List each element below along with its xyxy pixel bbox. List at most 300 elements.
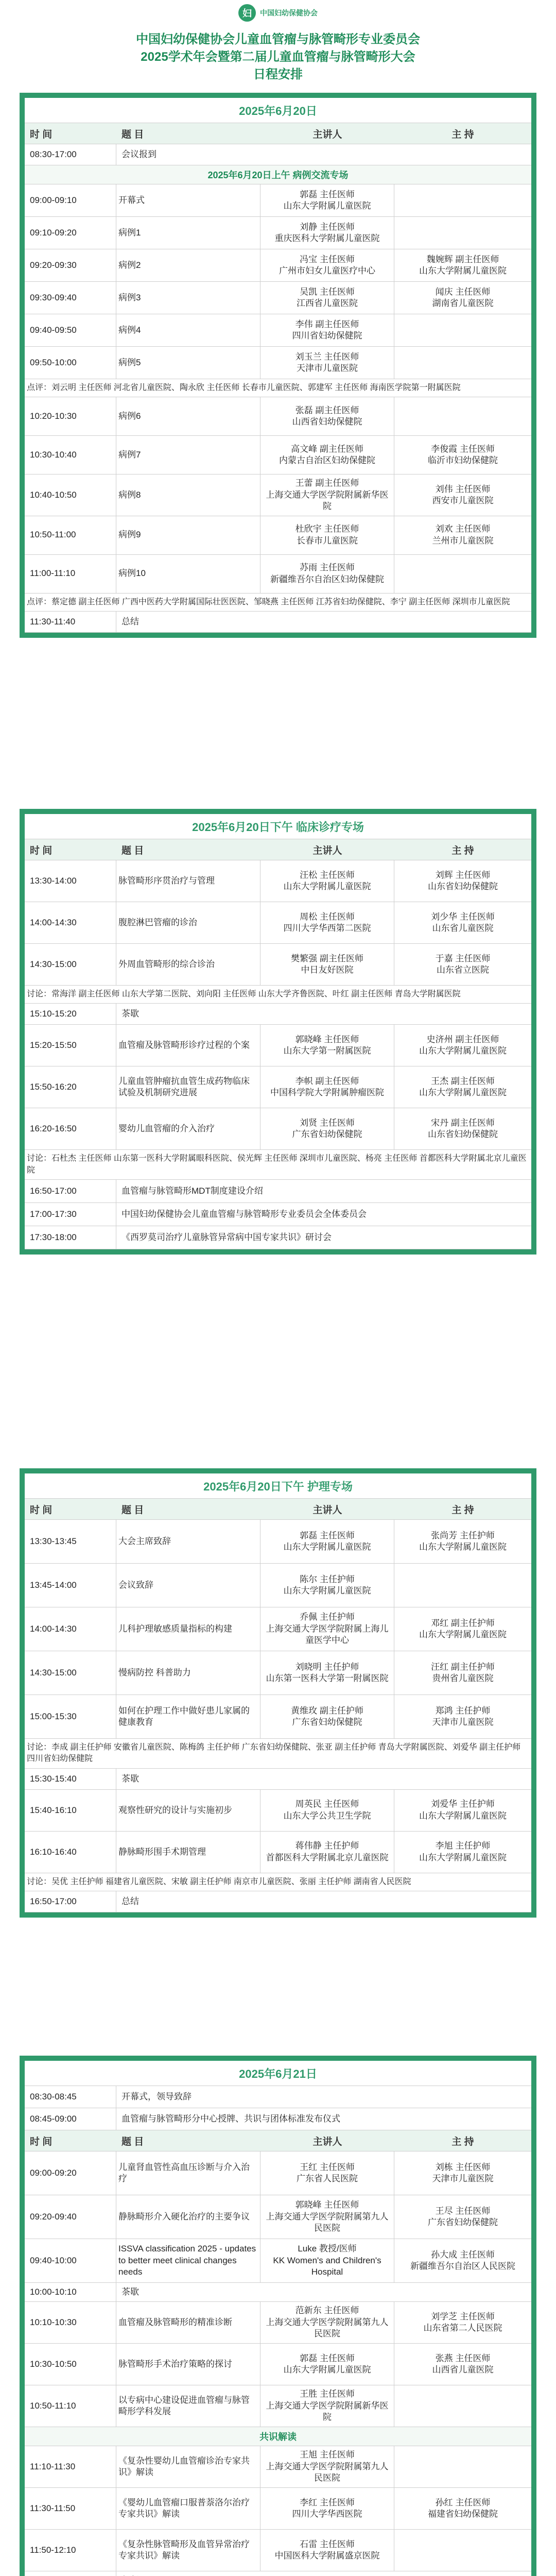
- row-title: 《复杂性婴幼儿血管瘤诊治专家共识》解读: [116, 2446, 260, 2487]
- schedule-row: [25, 436, 531, 474]
- row-time: 09:10-09:20: [25, 217, 116, 249]
- row-time: 09:40-10:00: [25, 2239, 116, 2282]
- row-host: [394, 436, 531, 474]
- row-title: 中国妇幼保健协会儿童血管瘤与脉管畸形专业委员会全体委员会: [121, 1209, 367, 1219]
- row-title: 病例6: [116, 397, 260, 435]
- row-host: [394, 282, 531, 314]
- sub-banner: 共识解读: [25, 2427, 531, 2446]
- row-time: 09:40-09:50: [25, 314, 116, 346]
- host-line: 李旭 主任护师: [435, 1841, 491, 1851]
- speaker-line: 刘贤 主任医师: [300, 1117, 355, 1128]
- discussion-text: 点评：刘云明 主任医师 河北省儿童医院、陶永欣 主任医师 长春市儿童医院、郭建军 主任医师 海南医学院第一附属医院: [27, 383, 461, 392]
- row-host: [394, 2344, 531, 2385]
- schedule-row: [25, 1520, 531, 1564]
- row-title: 血管瘤与脉管畸形MDT制度建设介绍: [121, 1185, 263, 1196]
- row-host: [394, 2385, 531, 2427]
- row-time: 10:10-10:30: [25, 2302, 116, 2343]
- schedule-row: [25, 2151, 531, 2195]
- discussion-text: 讨论：李成 副主任护师 安徽省儿童医院、陈梅鸽 主任护师 广东省妇幼保健院、张亚 副主任护师 青岛大学附属医院、刘爱华 副主任护师 四川省妇幼保健院: [27, 1743, 521, 1764]
- session-banner: 2025年6月20日下午 临床诊疗专场: [25, 814, 531, 839]
- speaker-line: 郭磊 主任医师: [300, 2353, 355, 2363]
- speaker-line: 范新东 主任医师: [295, 2306, 359, 2316]
- row-title: 儿童血管肿瘤抗血管生成药物临床试验及机制研究进展: [116, 1066, 260, 1108]
- host-line: 刘栋 主任医师: [435, 2162, 491, 2172]
- schedule-row-span: [25, 1891, 531, 1912]
- host-line: 刘少华 主任医师: [431, 911, 495, 922]
- speaker-line: 石雷 主任医师: [300, 2539, 355, 2549]
- speaker-line: 山东大学附属儿童医院: [283, 201, 371, 211]
- schedule-row: [25, 1108, 531, 1150]
- speaker-line: 上海交通大学医学院附属第九人民医院: [266, 2461, 389, 2483]
- row-speaker: [260, 184, 394, 216]
- schedule-row: [25, 2385, 531, 2427]
- row-title: 血管瘤与脉管畸形分中心授牌、共识与团体标准发布仪式: [121, 2113, 340, 2124]
- row-speaker: [260, 1564, 394, 1607]
- speaker-line: 李红 主任医师: [300, 2497, 355, 2507]
- row-title: 茶歇: [121, 1009, 139, 1019]
- row-host: [394, 2302, 531, 2343]
- row-title: 总结: [121, 1896, 139, 1906]
- row-time: 15:40-16:10: [25, 1790, 116, 1831]
- row-title: 病例5: [116, 347, 260, 379]
- row-speaker: [260, 474, 394, 515]
- row-host: [394, 1564, 531, 1607]
- col-title: 题 目: [121, 2136, 144, 2147]
- row-speaker: [260, 249, 394, 281]
- row-speaker: [260, 2151, 394, 2195]
- row-time: 16:20-16:50: [25, 1108, 116, 1149]
- row-host: [394, 555, 531, 593]
- column-header: [25, 1499, 531, 1520]
- title-line-3: 日程安排: [253, 67, 303, 81]
- col-title: 题 目: [121, 845, 144, 856]
- speaker-line: 山东大学公共卫生学院: [283, 1810, 371, 1821]
- speaker-line: 山东大学附属儿童医院: [283, 1586, 371, 1596]
- row-time: 16:50-17:00: [25, 1891, 116, 1912]
- host-line: 山东大学附属儿童医院: [419, 1088, 507, 1098]
- host-line: 山东省妇幼保健院: [428, 1129, 498, 1140]
- row-speaker: [260, 1651, 394, 1694]
- host-line: 山东省妇幼保健院: [428, 882, 498, 891]
- speaker-line: 张磊 副主任医师: [295, 405, 359, 415]
- session-banner: 2025年6月20日: [25, 98, 531, 123]
- row-time: 10:00-10:10: [25, 2283, 116, 2301]
- host-line: 宋丹 副主任医师: [431, 1117, 495, 1128]
- speaker-line: 李伟 副主任医师: [295, 319, 359, 329]
- speaker-line: 郭晓峰 主任医师: [295, 2200, 359, 2210]
- schedule-row: [25, 184, 531, 217]
- schedule-row-span: [25, 1004, 531, 1025]
- schedule-row: [25, 1651, 531, 1695]
- schedule-row-span: [25, 2571, 531, 2576]
- speaker-line: 郭晓峰 主任医师: [295, 1034, 359, 1044]
- row-host: [394, 2488, 531, 2529]
- row-title: 《复杂性脉管畸形及血管异常治疗专家共识》解读: [116, 2530, 260, 2571]
- speaker-line: 苏雨 主任医师: [300, 563, 355, 573]
- host-line: 临沂市妇幼保健院: [428, 455, 498, 466]
- speaker-line: 广东省人民医院: [297, 2174, 358, 2183]
- schedule-row-span: [25, 2086, 531, 2108]
- section-june20-morning: [20, 93, 536, 638]
- speaker-line: 四川大学华西第二医院: [283, 923, 371, 933]
- row-title: [116, 2572, 531, 2576]
- schedule-row: [25, 860, 531, 902]
- col-speaker: 主讲人: [312, 2136, 342, 2147]
- discussion-row: [25, 1150, 531, 1180]
- speaker-line: 上海交通大学医学院附属新华医院: [266, 2400, 389, 2422]
- host-line: 刘辉 主任医师: [435, 870, 491, 880]
- host-line: 天津市儿童医院: [432, 1717, 494, 1727]
- col-host: 主 持: [451, 1504, 474, 1516]
- host-line: 山东大学附属儿童医院: [419, 1852, 507, 1862]
- speaker-line: 乔佩 主任护师: [300, 1612, 355, 1622]
- row-title: 会议报到: [121, 149, 157, 159]
- speaker-line: 重庆医科大学附属儿童医院: [274, 233, 380, 243]
- row-title: 《西罗莫司治疗儿童脉管异常病中国专家共识》研讨会: [121, 1232, 332, 1242]
- speaker-line: 山东第一医科大学第一附属医院: [266, 1673, 389, 1683]
- host-line: 孙红 主任医师: [435, 2497, 491, 2507]
- row-title: 开幕式，领导致辞: [121, 2091, 192, 2102]
- speaker-line: 郭磊 主任医师: [300, 1530, 355, 1540]
- col-time: 时 间: [30, 845, 53, 856]
- host-line: 汪红 副主任护师: [431, 1662, 495, 1672]
- speaker-line: 广东省妇幼保健院: [292, 1129, 362, 1140]
- section-june21: [20, 2056, 536, 2576]
- speaker-line: 天津市儿童医院: [297, 363, 358, 373]
- discussion-text: 讨论：常海洋 副主任医师 山东大学第二医院、刘向阳 主任医师 山东大学齐鲁医院、叶红 副主任医师 青岛大学附属医院: [27, 990, 461, 998]
- schedule-row-span: [25, 1180, 531, 1203]
- row-time: 09:00-09:10: [25, 184, 116, 216]
- row-title: 总结: [121, 616, 139, 626]
- session-banner: 2025年6月21日: [25, 2061, 531, 2086]
- row-title: 病例3: [116, 282, 260, 314]
- schedule-row: [25, 397, 531, 436]
- host-line: 郑鸿 主任护师: [435, 1705, 491, 1716]
- schedule-row-span: [25, 612, 531, 633]
- schedule-row: [25, 2195, 531, 2239]
- speaker-line: 山东大学附属儿童医院: [283, 1542, 371, 1552]
- row-host: [394, 1108, 531, 1149]
- row-speaker: [260, 2488, 394, 2529]
- host-line: 新疆维吾尔自治区人民医院: [410, 2261, 515, 2271]
- host-line: 山东省立医院: [437, 965, 489, 975]
- speaker-line: 长春市儿童医院: [297, 535, 358, 546]
- row-host: [394, 1832, 531, 1873]
- row-speaker: [260, 2530, 394, 2571]
- schedule-row: [25, 314, 531, 347]
- row-title: 病例7: [116, 436, 260, 474]
- speaker-line: 周英民 主任医师: [295, 1799, 359, 1809]
- speaker-line: 王胜 主任医师: [300, 2389, 355, 2399]
- sub-banner: 2025年6月20日上午 病例交流专场: [25, 165, 531, 184]
- row-time: 11:00-11:10: [25, 555, 116, 593]
- row-host: [394, 1651, 531, 1694]
- row-speaker: [260, 2385, 394, 2427]
- row-time: 15:30-15:40: [25, 1769, 116, 1789]
- row-host: [394, 1607, 531, 1651]
- row-time: 10:50-11:10: [25, 2385, 116, 2427]
- row-time: 08:45-09:00: [25, 2108, 116, 2130]
- row-title: 《婴幼儿血管瘤口服普萘洛尔治疗专家共识》解读: [116, 2488, 260, 2529]
- discussion-row: [25, 986, 531, 1004]
- col-host: 主 持: [451, 2136, 474, 2147]
- schedule-row-span: [25, 2283, 531, 2302]
- speaker-line: 王蕾 副主任医师: [295, 478, 359, 488]
- row-time: 10:50-11:00: [25, 516, 116, 554]
- host-line: 于嘉 主任医师: [435, 953, 491, 963]
- col-time: 时 间: [30, 2136, 53, 2147]
- discussion-text: 讨论：吴优 主任护师 福建省儿童医院、宋敏 副主任护师 南京市儿童医院、张丽 主任护师 湖南省人民医院: [27, 1877, 411, 1886]
- speaker-line: 王红 主任医师: [300, 2162, 355, 2172]
- row-host: [394, 944, 531, 985]
- row-time: 14:00-14:30: [25, 902, 116, 943]
- row-title: 脉管畸形手术治疗策略的探讨: [116, 2344, 260, 2385]
- row-time: 14:30-15:00: [25, 944, 116, 985]
- row-host: [394, 1695, 531, 1738]
- row-title: 病例9: [116, 516, 260, 554]
- col-host: 主 持: [451, 129, 474, 140]
- host-line: 魏婉辉 副主任医师: [426, 254, 499, 264]
- col-title: 题 目: [121, 1504, 144, 1516]
- speaker-line: KK Women's and Children's Hospital: [273, 2255, 381, 2277]
- row-host: [394, 397, 531, 435]
- row-title: 茶歇: [121, 2286, 139, 2297]
- host-line: 山西省儿童医院: [432, 2365, 494, 2375]
- row-time: 11:30-11:40: [25, 612, 116, 632]
- col-title: 题 目: [121, 129, 144, 140]
- schedule-row-span: [25, 1769, 531, 1790]
- row-time: 11:10-11:30: [25, 2446, 116, 2487]
- col-time: 时 间: [30, 129, 53, 140]
- speaker-line: 山西省妇幼保健院: [292, 417, 362, 427]
- session-banner: 2025年6月20日下午 护理专场: [25, 1473, 531, 1499]
- host-line: 福建省妇幼保健院: [428, 2509, 498, 2519]
- row-speaker: [260, 555, 394, 593]
- row-host: [394, 184, 531, 216]
- row-time: 11:50-12:10: [25, 2530, 116, 2571]
- speaker-line: Luke 教授/医师: [298, 2244, 357, 2254]
- row-speaker: [260, 1607, 394, 1651]
- speaker-line: 郭磊 主任医师: [300, 189, 355, 199]
- row-title: 婴幼儿血管瘤的介入治疗: [116, 1108, 260, 1149]
- schedule-row-span: [25, 1203, 531, 1226]
- host-line: 兰州市儿童医院: [432, 535, 494, 546]
- speaker-line: 刘静 主任医师: [300, 222, 355, 232]
- row-title: 会议致辞: [116, 1564, 260, 1607]
- row-host: [394, 1025, 531, 1066]
- association-logo: [238, 4, 318, 22]
- discussion-row: [25, 379, 531, 397]
- speaker-line: 广州市妇女儿童医疗中心: [279, 266, 375, 276]
- schedule-row: [25, 217, 531, 249]
- schedule-row: [25, 2530, 531, 2571]
- row-time: 17:00-17:30: [25, 1203, 116, 1226]
- row-host: [394, 1520, 531, 1563]
- column-header: [25, 839, 531, 860]
- row-speaker: [260, 397, 394, 435]
- schedule-row: [25, 1607, 531, 1651]
- row-speaker: [260, 902, 394, 943]
- schedule-row: [25, 2239, 531, 2283]
- col-time: 时 间: [30, 1504, 53, 1516]
- row-title: 儿科护理敏感质量指标的构建: [116, 1607, 260, 1651]
- logo-text: 中国妇幼保健协会: [260, 9, 318, 17]
- speaker-line: 樊繁强 副主任医师: [291, 953, 363, 963]
- row-title: 静脉畸形围手术期管理: [116, 1832, 260, 1873]
- host-line: 邓红 副主任护师: [431, 1618, 495, 1628]
- schedule-row: [25, 1066, 531, 1108]
- section-june20-afternoon-nursing: [20, 1468, 536, 1918]
- speaker-line: 高文峰 副主任医师: [291, 444, 363, 454]
- host-line: 山东大学附属儿童医院: [419, 1046, 507, 1056]
- schedule-row: [25, 2302, 531, 2344]
- row-time: 09:20-09:30: [25, 249, 116, 281]
- schedule-row-span: [25, 1226, 531, 1249]
- speaker-line: 上海交通大学医学院附属上海儿童医学中心: [266, 1623, 389, 1646]
- row-speaker: [260, 1832, 394, 1873]
- row-host: [394, 902, 531, 943]
- host-line: 山东省第二人民医院: [423, 2323, 502, 2333]
- row-speaker: [260, 2446, 394, 2487]
- row-host: [394, 347, 531, 379]
- speaker-line: 蒋伟静 主任护师: [295, 1841, 359, 1851]
- speaker-line: 冯宝 主任医师: [300, 254, 355, 264]
- row-time: 15:50-16:20: [25, 1066, 116, 1108]
- host-line: 广东省妇幼保健院: [428, 2217, 498, 2227]
- schedule-row: [25, 944, 531, 986]
- schedule-row: [25, 282, 531, 314]
- host-line: 张尚芳 主任护师: [431, 1530, 495, 1540]
- row-title: 静脉畸形介入硬化治疗的主要争议: [116, 2195, 260, 2239]
- row-speaker: [260, 1695, 394, 1738]
- speaker-line: 中国科学院大学附属肿瘤医院: [270, 1088, 384, 1098]
- row-host: [394, 2151, 531, 2195]
- row-speaker: [260, 436, 394, 474]
- schedule-row: [25, 1790, 531, 1832]
- row-time: 14:00-14:30: [25, 1607, 116, 1651]
- row-time: 09:20-09:40: [25, 2195, 116, 2239]
- row-speaker: [260, 516, 394, 554]
- row-host: [394, 1790, 531, 1831]
- row-time: 09:30-09:40: [25, 282, 116, 314]
- row-title: 外周血管畸形的综合诊治: [116, 944, 260, 985]
- row-host: [394, 2446, 531, 2487]
- row-title: 开幕式: [116, 184, 260, 216]
- row-title: 大会主席致辞: [116, 1520, 260, 1563]
- section-june20-afternoon-clinical: [20, 809, 536, 1255]
- speaker-line: 山东大学附属儿童医院: [283, 882, 371, 891]
- schedule-row: [25, 555, 531, 594]
- row-title: 以专病中心建设促进血管瘤与脉管畸形学科发展: [116, 2385, 260, 2427]
- row-title: 病例4: [116, 314, 260, 346]
- col-speaker: 主讲人: [312, 129, 342, 140]
- schedule-row: [25, 1564, 531, 1607]
- speaker-line: 李帜 副主任医师: [295, 1076, 359, 1086]
- discussion-text: 点评：蔡定德 副主任医师 广西中医药大学附属国际壮医医院、邹晓燕 主任医师 江苏省妇幼保健院、李宁 副主任医师 深圳市儿童医院: [27, 597, 510, 606]
- row-host: [394, 314, 531, 346]
- schedule-row: [25, 902, 531, 944]
- row-host: [394, 249, 531, 281]
- row-speaker: [260, 1025, 394, 1066]
- row-time: 13:30-13:45: [25, 1520, 116, 1563]
- speaker-line: 新疆维吾尔自治区妇幼保健院: [270, 574, 384, 584]
- speaker-line: 陈尔 主任护师: [300, 1574, 355, 1584]
- row-speaker: [260, 1520, 394, 1563]
- host-line: 张燕 主任医师: [435, 2353, 491, 2363]
- row-title: 病例1: [116, 217, 260, 249]
- schedule-row: [25, 474, 531, 516]
- row-time: 10:30-10:50: [25, 2344, 116, 2385]
- speaker-line: 山东大学附属儿童医院: [283, 2365, 371, 2375]
- speaker-line: 中日友好医院: [301, 965, 354, 975]
- host-line: 孙大成 主任医师: [431, 2249, 495, 2260]
- speaker-line: 首都医科大学附属北京儿童医院: [266, 1852, 389, 1862]
- title-line-1: 中国妇幼保健协会儿童血管瘤与脉管畸形专业委员会: [136, 32, 420, 46]
- host-line: 山东大学附属儿童医院: [419, 1630, 507, 1639]
- host-line: 刘学芝 主任医师: [431, 2311, 495, 2321]
- host-line: 贵州省儿童医院: [432, 1673, 494, 1683]
- speaker-line: 上海交通大学医学院附属新华医院: [266, 489, 389, 512]
- row-time: 16:50-17:00: [25, 1180, 116, 1202]
- row-speaker: [260, 2344, 394, 2385]
- speaker-line: 四川大学华西医院: [292, 2509, 362, 2519]
- col-speaker: 主讲人: [312, 1504, 342, 1516]
- col-host: 主 持: [451, 845, 474, 856]
- row-time: 10:40-10:50: [25, 474, 116, 515]
- row-time: 15:20-15:50: [25, 1025, 116, 1066]
- host-line: 山东大学附属儿童医院: [419, 1810, 507, 1821]
- row-title: 茶歇: [121, 1773, 139, 1784]
- row-time: 09:50-10:00: [25, 347, 116, 379]
- page-header: [0, 0, 556, 88]
- row-title: 慢病防控 科普助力: [116, 1651, 260, 1694]
- row-time: 08:30-17:00: [25, 144, 116, 165]
- schedule-row: [25, 347, 531, 379]
- row-host: [394, 1066, 531, 1108]
- logo-mark-icon: 妇: [238, 4, 256, 22]
- row-title: ISSVA classification 2025 - updates to better meet clinical changes needs: [116, 2239, 260, 2282]
- row-speaker: [260, 1790, 394, 1831]
- host-line: 山东省儿童医院: [432, 923, 494, 933]
- row-time: 14:30-15:00: [25, 1651, 116, 1694]
- row-speaker: [260, 1066, 394, 1108]
- host-line: 天津市儿童医院: [432, 2174, 494, 2183]
- row-time: 15:10-15:20: [25, 1004, 116, 1024]
- host-line: 王杰 副主任医师: [431, 1076, 495, 1086]
- row-title: 血管瘤及脉管畸形诊疗过程的个案: [116, 1025, 260, 1066]
- host-line: 山东大学附属儿童医院: [419, 266, 507, 276]
- speaker-line: 内蒙古自治区妇幼保健院: [279, 455, 375, 466]
- row-speaker: [260, 217, 394, 249]
- row-host: [394, 2239, 531, 2282]
- speaker-line: 刘晓明 主任护师: [295, 1662, 359, 1672]
- schedule-row: [25, 2446, 531, 2488]
- col-speaker: 主讲人: [312, 845, 342, 856]
- row-time: 10:20-10:30: [25, 397, 116, 435]
- row-time: 08:30-08:45: [25, 2086, 116, 2108]
- speaker-line: 刘玉兰 主任医师: [295, 351, 359, 362]
- row-host: [394, 2195, 531, 2239]
- row-title: 血管瘤及脉管畸形的精准诊断: [116, 2302, 260, 2343]
- schedule-row: [25, 1695, 531, 1739]
- row-host: [394, 217, 531, 249]
- row-time: 09:00-09:20: [25, 2151, 116, 2195]
- schedule-row-span: [25, 2108, 531, 2130]
- discussion-text: 讨论：石杜杰 主任医师 山东第一医科大学附属眼科医院、侯光辉 主任医师 深圳市儿童医院、杨亮 主任医师 首都医科大学附属北京儿童医院: [27, 1154, 527, 1175]
- row-speaker: [260, 2302, 394, 2343]
- row-speaker: [260, 1108, 394, 1149]
- title-line-2: 2025学术年会暨第二届儿童血管瘤与脉管畸形大会: [141, 50, 415, 64]
